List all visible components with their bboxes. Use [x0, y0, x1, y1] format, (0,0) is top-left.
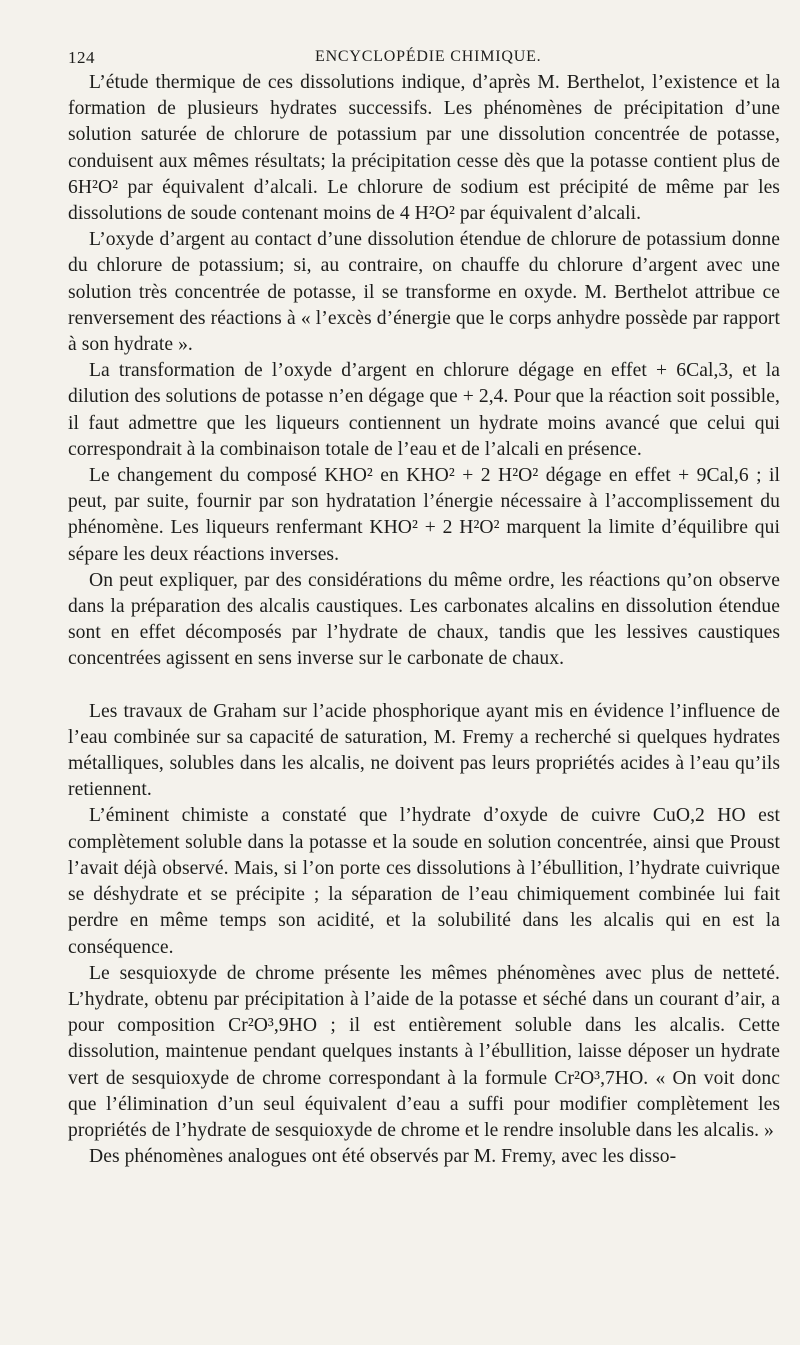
paragraph: La transformation de l’oxyde d’argent en chlorure dégage en effet + 6Cal,3, et la dilution des solutions de potasse n’en dégage que + 2,4. Pour que la réaction soit possible, il faut admettre que les liqueurs contiennent un hydrate moins avancé que celui qui correspondrait à la combinaison totale de l’eau et de l’alcali en présence. [68, 360, 780, 460]
body-text [68, 70, 780, 1170]
paragraph: L’oxyde d’argent au contact d’une dissolution étendue de chlorure de potassium donne du chlorure de potassium; si, au contraire, on chauffe du chlorure d’argent avec une solution très concentrée de potasse, il se transforme en oxyde. M. Berthelot attribue ce renversement des réactions à « l’excès d’énergie que le corps anhydre possède par rapport à son hydrate ». [68, 229, 780, 356]
paragraph: Le changement du composé KHO² en KHO² + 2 H²O² dégage en effet + 9Cal,6 ; il peut, par suite, fournir par son hydratation l’énergie nécessaire à l’accomplissement du phénomène. Les liqueurs renfermant KHO² + 2 H²O² marquent la limite d’équilibre qui sépare les deux réactions inverses. [68, 465, 780, 565]
paragraph: Des phénomènes analogues ont été observés par M. Fremy, avec les disso- [89, 1146, 677, 1168]
page-number: 124 [68, 48, 95, 67]
paragraph: Les travaux de Graham sur l’acide phosphorique ayant mis en évidence l’influence de l’eau combinée sur sa capacité de saturation, M. Fremy a recherché si quelques hydrates métalliques, solubles dans les alcalis, ne doivent pas leurs propriétés acides à l’eau qu’ils retiennent. [68, 700, 780, 801]
paragraph: L’éminent chimiste a constaté que l’hydrate d’oxyde de cuivre CuO,2 HO est complètement soluble dans la potasse et la soude en solution concentrée, ainsi que Proust l’avait déjà observé. Mais, si l’on porte ces dissolutions à l’ébullition, l’hydrate cuivrique se déshydrate et se précipite ; la séparation de l’eau chimiquement combinée lui fait perdre en même temps son acidité, et la solubilité dans les alcalis qui en est la conséquence. [68, 805, 780, 958]
running-title: ENCYCLOPÉDIE CHIMIQUE. [315, 48, 542, 65]
paragraph: Le sesquioxyde de chrome présente les mêmes phénomènes avec plus de netteté. L’hydrate, obtenu par précipitation à l’aide de la potasse et séché dans un courant d’air, a pour composition Cr²O³,9HO ; il est entièrement soluble dans les alcalis. Cette dissolution, maintenue pendant quelques instants à l’ébullition, laisse déposer un hydrate vert de sesquioxyde de chrome correspondant à la formule Cr²O³,7HO. « On voit donc que l’élimination d’un seul équivalent d’eau a suffi pour modifier complètement les propriétés de l’hydrate de sesquioxyde de chrome et le rendre insoluble dans les alcalis. » [68, 962, 780, 1141]
paragraph: On peut expliquer, par des considérations du même ordre, les réactions qu’on observe dans la préparation des alcalis caustiques. Les carbonates alcalins en dissolution étendue sont en effet décomposés par l’hydrate de chaux, tandis que les lessives caustiques concentrées agissent en sens inverse sur le carbonate de chaux. [68, 569, 780, 670]
section-break [68, 673, 780, 699]
paragraph: L’étude thermique de ces dissolutions indique, d’après M. Berthelot, l’existence et la formation de plusieurs hydrates successifs. Les phénomènes de précipitation d’une solution saturée de chlorure de potassium par une dissolution concentrée de potasse, conduisent aux mêmes résultats; la précipitation cesse dès que la potasse contient plus de 6H²O² par équivalent d’alcali. Le chlorure de sodium est précipité de même par les dissolutions de soude contenant moins de 4 H²O² par équivalent d’alcali. [68, 72, 780, 225]
page-header [68, 42, 780, 70]
